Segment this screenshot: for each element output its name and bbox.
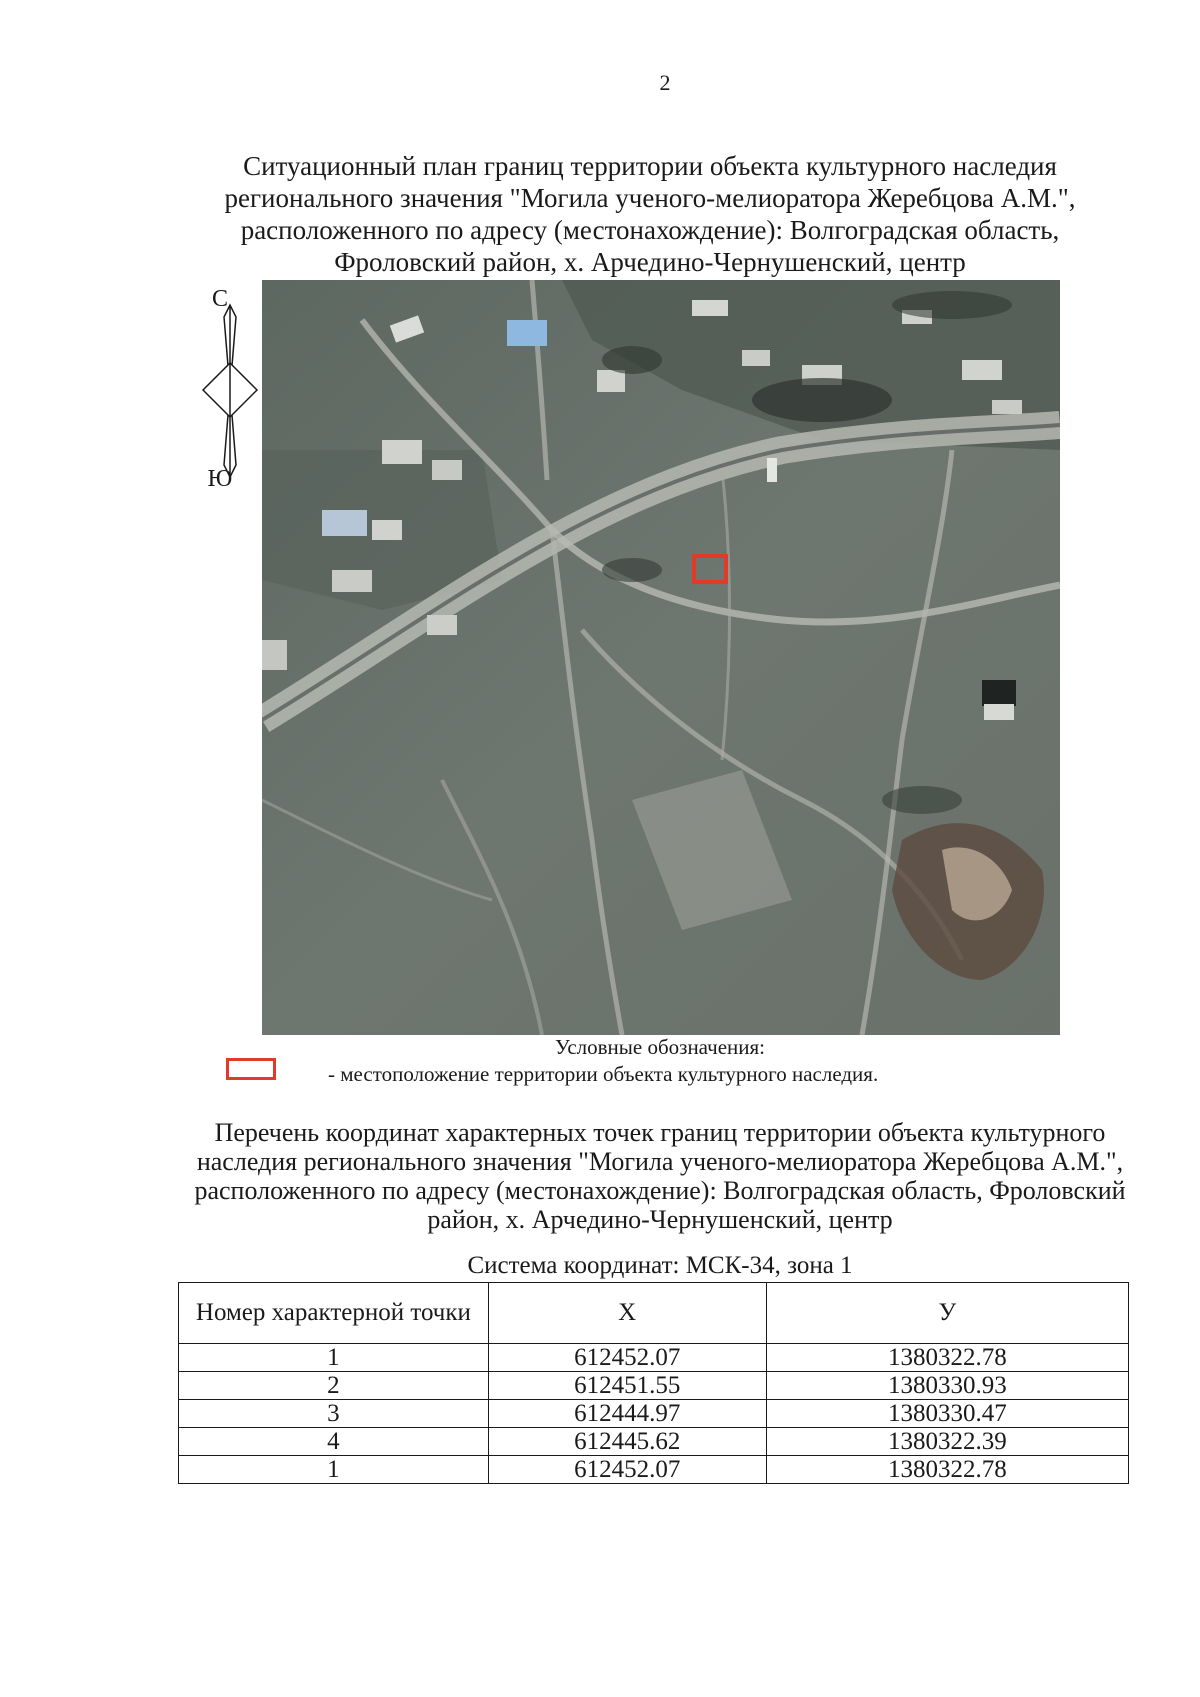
legend-item-text: - местоположение территории объекта культурного наследия.: [328, 1062, 879, 1086]
coordinate-system-label: Система координат: МСК-34, зона 1: [467, 1252, 853, 1279]
table-row: [179, 1428, 1129, 1456]
cell-y: 1380322.78: [766, 1344, 1128, 1372]
cell-point-number: 2: [179, 1372, 489, 1400]
cell-x: 612451.55: [488, 1372, 766, 1400]
cell-x: 612452.07: [488, 1344, 766, 1372]
legend-title: Условные обозначения:: [554, 1035, 766, 1059]
cell-point-number: 3: [179, 1400, 489, 1428]
coordinates-title: Перечень координат характерных точек границ территории объекта культурного наследия регионального значения "Могила ученого-мелиоратора Жеребцова А.М.", расположенного по адресу (местонахождение): Волгоградская область, Фроловский район, х. Арчедино-Чернушенский, центр: [194, 1118, 1126, 1234]
page-number: 2: [659, 70, 671, 95]
cell-x: 612445.62: [488, 1428, 766, 1456]
compass-north-label: С: [211, 286, 228, 312]
table-row: [179, 1344, 1129, 1372]
header-point-number: Номер характерной точки: [179, 1283, 489, 1344]
cell-y: 1380322.78: [766, 1456, 1128, 1484]
cell-x: 612444.97: [488, 1400, 766, 1428]
cell-x: 612452.07: [488, 1456, 766, 1484]
cell-y: 1380330.93: [766, 1372, 1128, 1400]
table-header-row: [179, 1283, 1129, 1344]
coordinates-table: [178, 1282, 1129, 1484]
satellite-map: [262, 280, 1060, 1035]
header-x: Х: [488, 1283, 766, 1344]
table-row: [179, 1456, 1129, 1484]
cell-point-number: 1: [179, 1456, 489, 1484]
compass-rose-icon: [195, 285, 265, 485]
table-row: [179, 1400, 1129, 1428]
table-row: [179, 1372, 1129, 1400]
cell-y: 1380330.47: [766, 1400, 1128, 1428]
cell-point-number: 1: [179, 1344, 489, 1372]
legend-marker-swatch: [226, 1058, 276, 1080]
header-y: У: [766, 1283, 1128, 1344]
cell-y: 1380322.39: [766, 1428, 1128, 1456]
compass-south-label: Ю: [207, 466, 233, 492]
plan-title: Ситуационный план границ территории объекта культурного наследия регионального значения "Могила ученого-мелиоратора Жеребцова А.М.", расположенного по адресу (местонахождение): Волгоградская область, Фроловский район, х. Арчедино-Чернушенский, центр: [224, 151, 1076, 277]
cell-point-number: 4: [179, 1428, 489, 1456]
